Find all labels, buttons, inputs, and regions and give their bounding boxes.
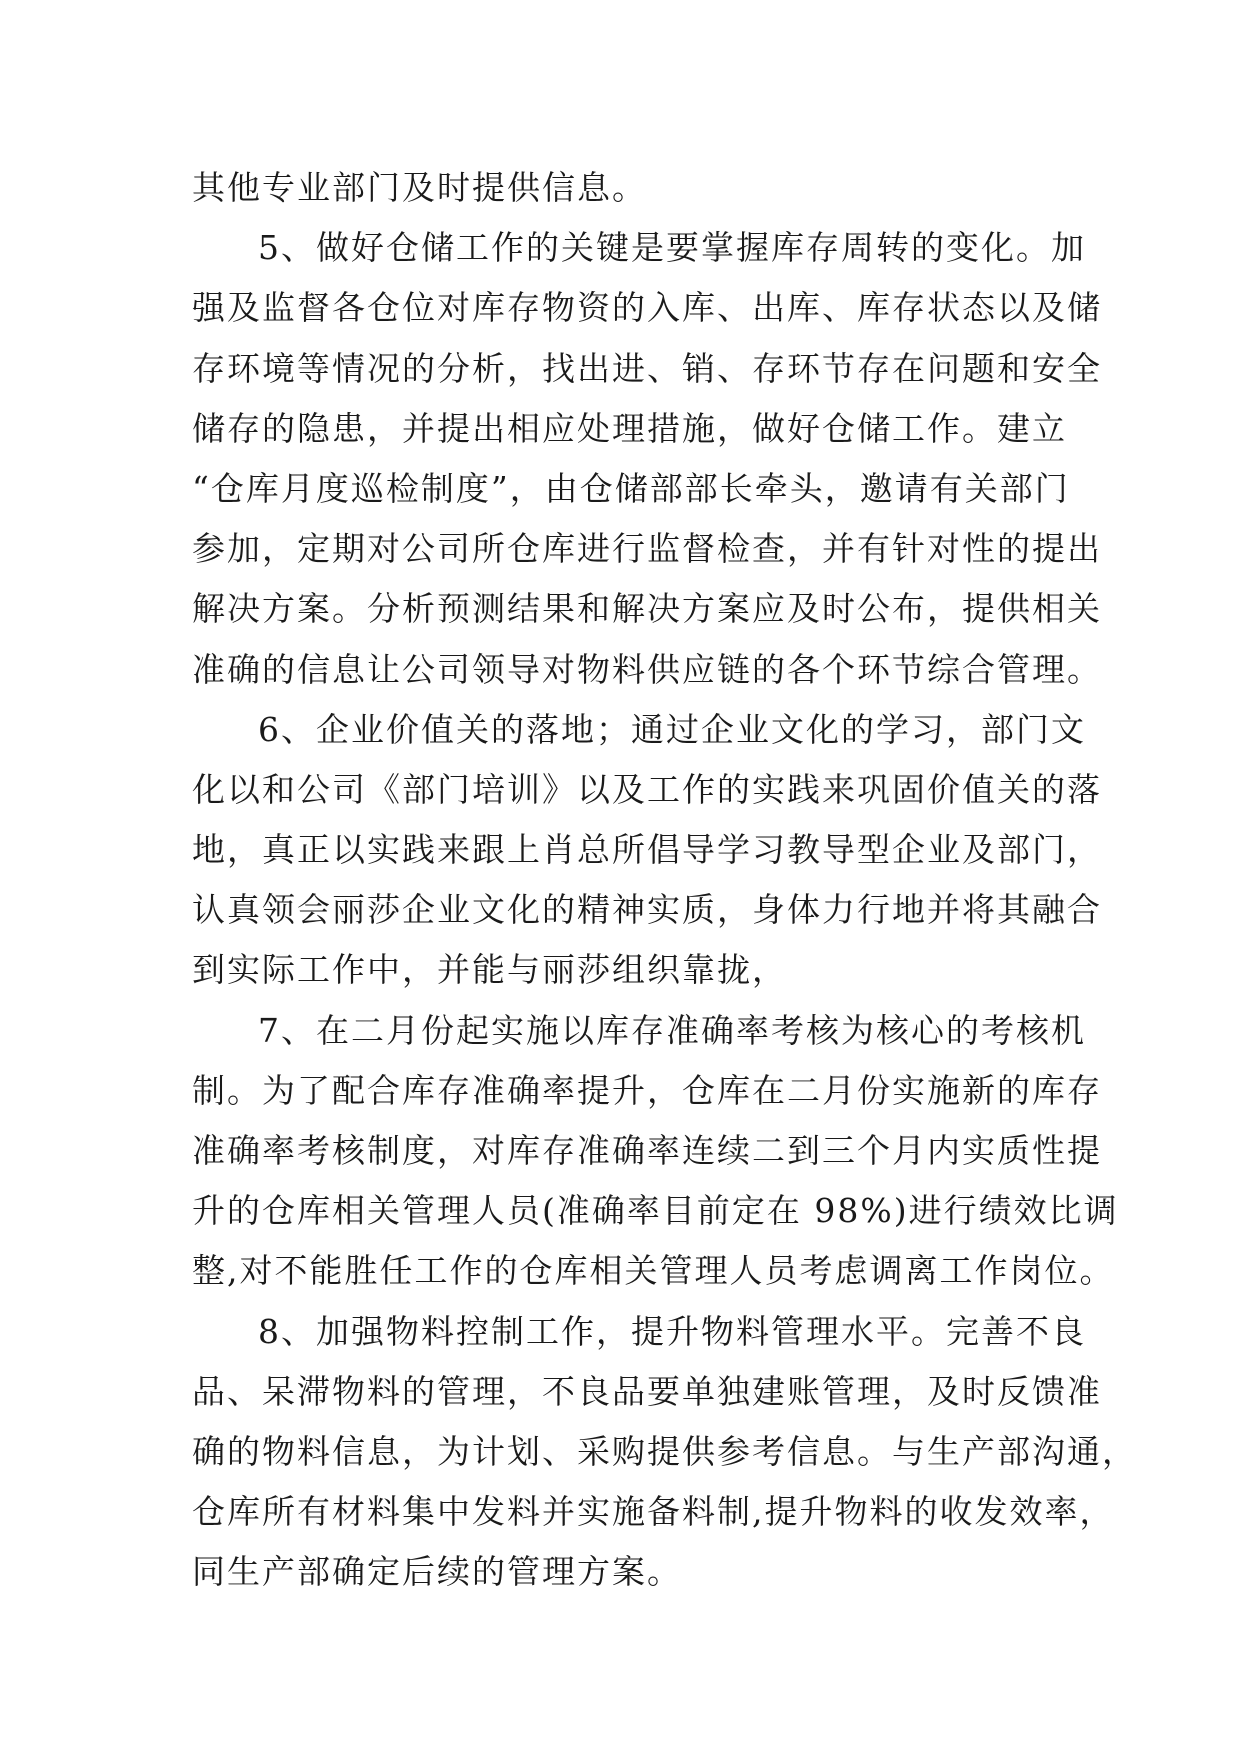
text-line: 地，真正以实践来跟上肖总所倡导学习教导型企业及部门， bbox=[192, 830, 1102, 870]
text-line: 确的物料信息，为计划、采购提供参考信息。与生产部沟通， bbox=[192, 1431, 1137, 1471]
text-line: 准确的信息让公司领导对物料供应链的各个环节综合管理。 bbox=[192, 649, 1102, 689]
text-line: 储存的隐患，并提出相应处理措施，做好仓储工作。建立 bbox=[192, 408, 1067, 448]
text-line: 升的仓库相关管理人员(准确率目前定在 98%)进行绩效比调 bbox=[192, 1191, 1119, 1231]
paragraph-8-start: 8、加强物料控制工作，提升物料管理水平。完善不良 bbox=[258, 1311, 1086, 1351]
text-line: 准确率考核制度，对库存准确率连续二到三个月内实质性提 bbox=[192, 1131, 1102, 1170]
text-line: 制。为了配合库存准确率提升，仓库在二月份实施新的库存 bbox=[192, 1070, 1102, 1110]
text-line: 到实际工作中，并能与丽莎组织靠拢， bbox=[192, 950, 787, 990]
text-line: 同生产部确定后续的管理方案。 bbox=[192, 1552, 682, 1592]
text-line: 参加，定期对公司所仓库进行监督检查，并有针对性的提出 bbox=[192, 529, 1102, 569]
text-line: 品、呆滞物料的管理，不良品要单独建账管理，及时反馈准 bbox=[192, 1371, 1102, 1411]
paragraph-5-start: 5、做好仓储工作的关键是要掌握库存周转的变化。加 bbox=[258, 228, 1086, 268]
text-line: 整,对不能胜任工作的仓库相关管理人员考虑调离工作岗位。 bbox=[192, 1251, 1115, 1291]
text-line: 存环境等情况的分析，找出进、销、存环节存在问题和安全 bbox=[192, 348, 1102, 388]
document-body bbox=[192, 158, 1137, 1603]
text-line: 认真领会丽莎企业文化的精神实质，身体力行地并将其融合 bbox=[192, 890, 1102, 930]
text-line: 解决方案。分析预测结果和解决方案应及时公布，提供相关 bbox=[192, 589, 1102, 629]
text-line: 仓库所有材料集中发料并实施备料制,提升物料的收发效率， bbox=[192, 1492, 1115, 1532]
text-line: 化以和公司《部门培训》以及工作的实践来巩固价值关的落 bbox=[192, 769, 1102, 809]
text-line: 强及监督各仓位对库存物资的入库、出库、库存状态以及储 bbox=[192, 288, 1102, 328]
text-line: “仓库月度巡检制度”，由仓储部部长牵头，邀请有关部门 bbox=[192, 468, 1070, 508]
text-line: 其他专业部门及时提供信息。 bbox=[192, 168, 647, 207]
paragraph-6-start: 6、企业价值关的落地；通过企业文化的学习，部门文 bbox=[258, 709, 1086, 749]
paragraph-7-start: 7、在二月份起实施以库存准确率考核为核心的考核机 bbox=[258, 1010, 1086, 1050]
